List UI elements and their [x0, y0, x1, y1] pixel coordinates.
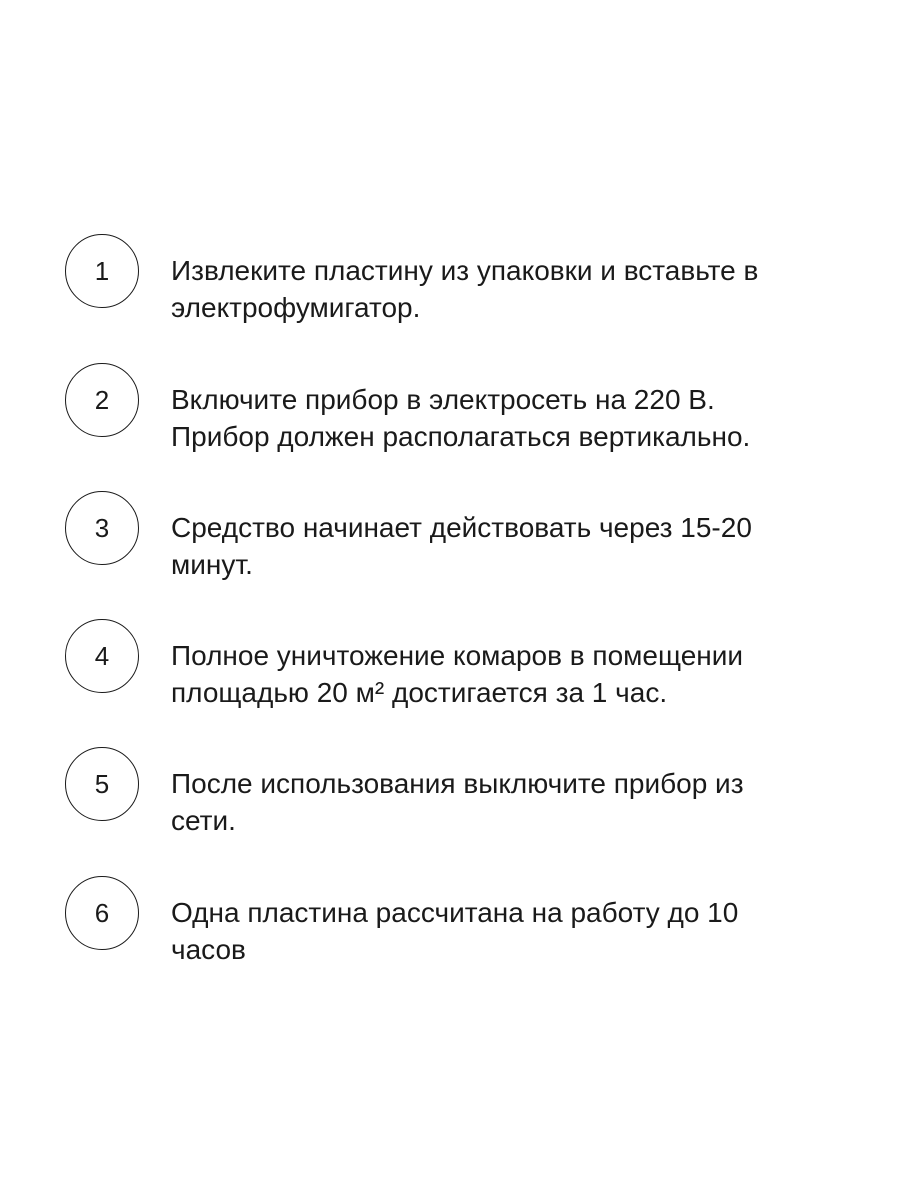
step-number-circle: 4 [65, 619, 139, 693]
step-text: Извлеките пластину из упаковки и вставьте в электрофумигатор. [171, 255, 759, 323]
step-text: Полное уничтожение комаров в помещении площадью 20 м² достигается за 1 час. [171, 640, 744, 708]
step-number-circle: 6 [65, 876, 139, 950]
step-number-circle: 5 [65, 747, 139, 821]
step-number-circle: 1 [65, 234, 139, 308]
step-number-circle: 3 [65, 491, 139, 565]
step-text: Одна пластина рассчитана на работу до 10 часов [171, 897, 739, 965]
step-text: После использования выключите прибор из сети. [171, 768, 744, 836]
step-number-circle: 2 [65, 363, 139, 437]
step-text: Средство начинает действовать через 15-20 минут. [171, 512, 752, 580]
step-text: Включите прибор в электросеть на 220 В. Прибор должен располагаться вертикально. [171, 384, 751, 452]
